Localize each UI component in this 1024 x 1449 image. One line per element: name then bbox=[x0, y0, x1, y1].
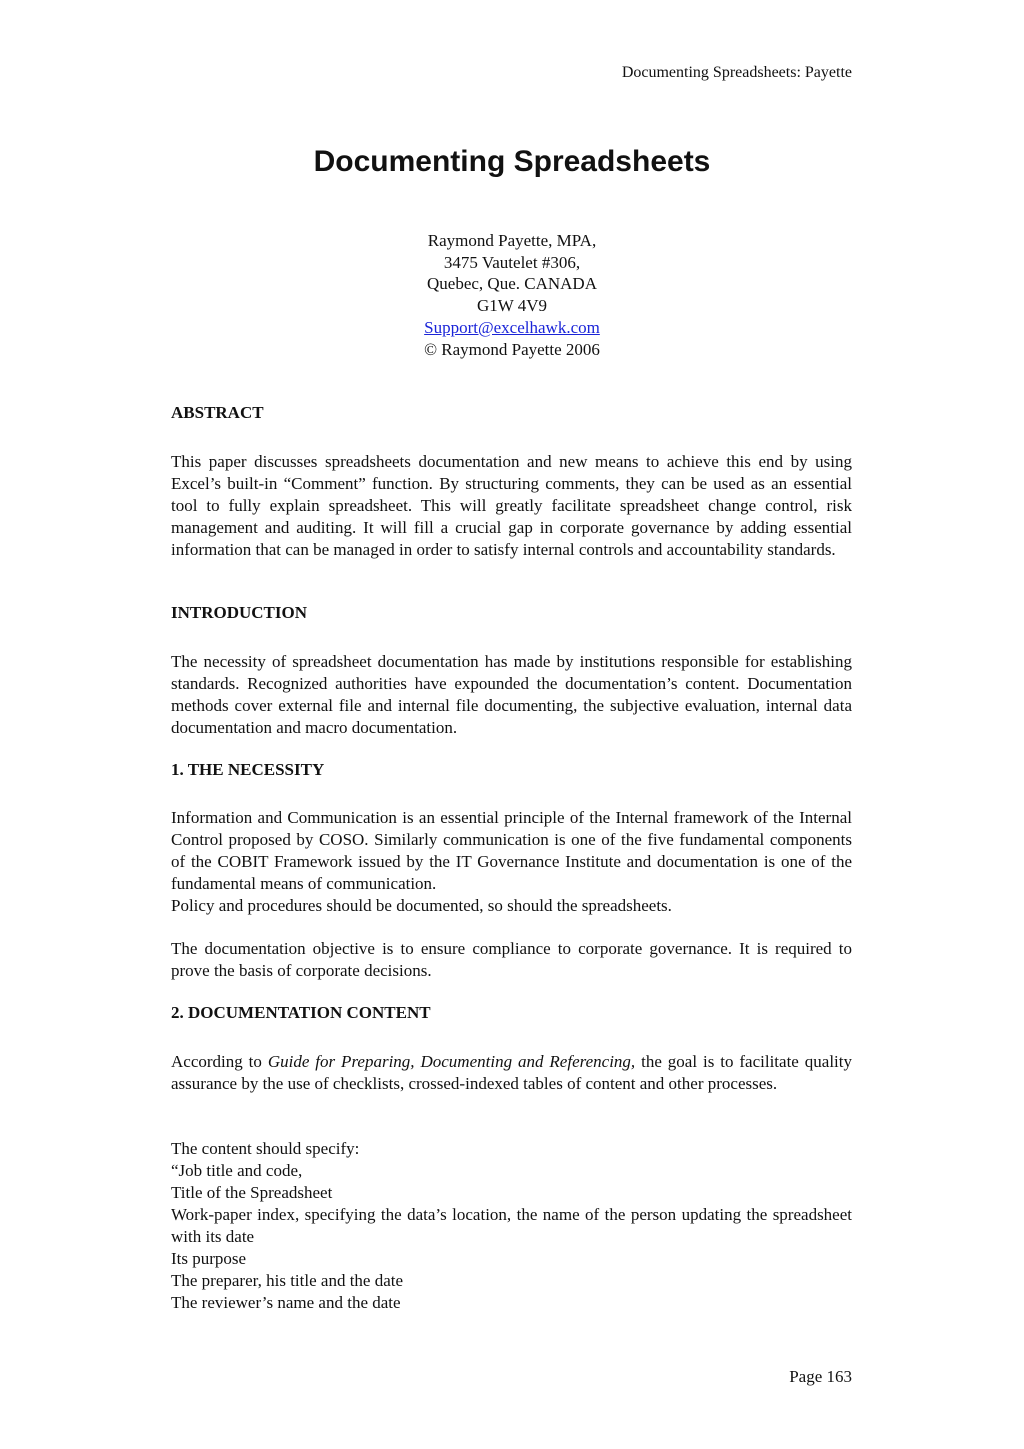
content-text-suffix: the goal is to facilitate quality assurance by the use of checklists, crossed-indexed tables of content and other processes. bbox=[171, 1052, 852, 1093]
introduction-heading: INTRODUCTION bbox=[171, 603, 308, 622]
guide-title: Guide for Preparing, Documenting and Referencing, bbox=[267, 1052, 636, 1071]
necessity-objective-text: The documentation objective is to ensure compliance to corporate governance. It is required to prove the basis of corporate decisions. bbox=[171, 939, 852, 980]
content-list bbox=[171, 1138, 852, 1314]
page-number: Page 163 bbox=[789, 1367, 852, 1386]
list-item: The preparer, his title and the date bbox=[171, 1271, 404, 1290]
necessity-heading: 1. THE NECESSITY bbox=[171, 760, 325, 779]
list-item: Title of the Spreadsheet bbox=[171, 1183, 333, 1202]
copyright-notice: © Raymond Payette 2006 bbox=[424, 339, 600, 359]
abstract-text: This paper discusses spreadsheets documentation and new means to achieve this end by using Excel’s built-in “Comment” function. By structuring comments, they can be used as an essential tool to fully explain spreadsheet. This will greatly facilitate spreadsheet change control, risk management and auditing. It will fill a crucial gap in corporate governance by adding essential information that can be managed in order to satisfy internal controls and accountability standards. bbox=[171, 452, 852, 559]
introduction-text: The necessity of spreadsheet documentation has made by institutions responsible for establishing standards. Recognized authorities have expounded the documentation’s content. Documentation methods cover external file and internal file documenting, the subjective evaluation, internal data documentation and macro documentation. bbox=[171, 652, 852, 737]
list-item: Work-paper index, specifying the data’s location, the name of the person updating the spreadsheet with its date bbox=[171, 1205, 852, 1246]
content-list-intro: The content should specify: bbox=[171, 1139, 360, 1158]
content-text bbox=[171, 1051, 852, 1095]
paper-title: Documenting Spreadsheets bbox=[313, 145, 711, 178]
list-item: “Job title and code, bbox=[171, 1161, 303, 1180]
author-address-street: 3475 Vautelet #306, bbox=[443, 252, 581, 272]
list-item: The reviewer’s name and the date bbox=[171, 1293, 401, 1312]
author-postal-code: G1W 4V9 bbox=[476, 296, 548, 316]
abstract-heading: ABSTRACT bbox=[171, 403, 264, 422]
author-block bbox=[0, 230, 1024, 360]
necessity-paragraph bbox=[171, 807, 852, 917]
author-name: Raymond Payette, MPA, bbox=[427, 231, 597, 250]
author-address-city: Quebec, Que. CANADA bbox=[427, 274, 597, 294]
list-item: Its purpose bbox=[171, 1249, 247, 1268]
running-header: Documenting Spreadsheets: Payette bbox=[621, 64, 852, 81]
necessity-policy-line: Policy and procedures should be documented, so should the spreadsheets. bbox=[171, 896, 672, 915]
content-heading: 2. DOCUMENTATION CONTENT bbox=[171, 1003, 431, 1022]
author-email-link[interactable]: Support@excelhawk.com bbox=[424, 317, 600, 337]
necessity-text: Information and Communication is an essential principle of the Internal framework of the Internal Control proposed by COSO. Similarly communication is one of the five fundamental components of the COBIT Framework issued by the IT Governance Institute and documentation is one of the fundamental means of communication. bbox=[171, 808, 852, 893]
content-text-prefix: According to bbox=[171, 1052, 268, 1071]
